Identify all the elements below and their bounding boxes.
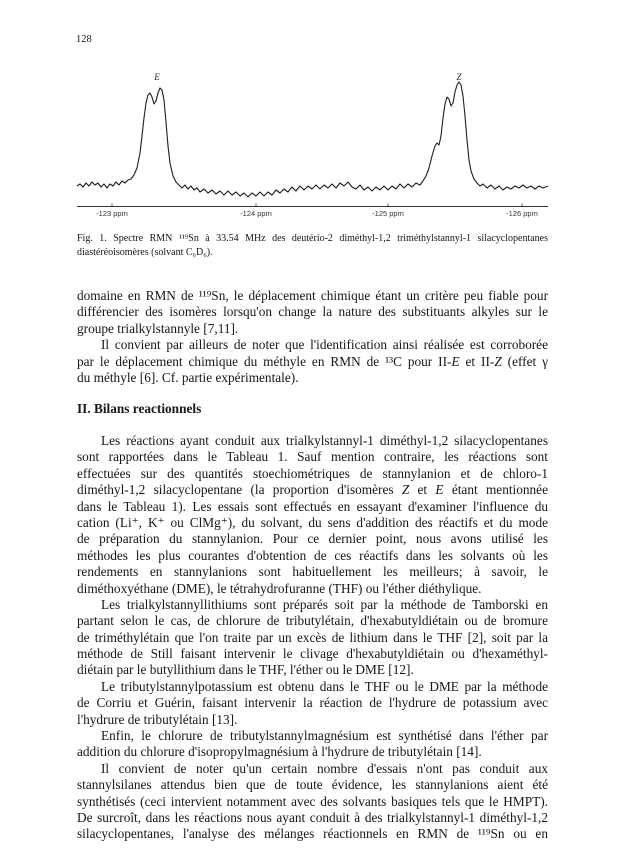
text-line: du méthyle [6]. Cf. partie expérimentale). [77, 369, 299, 385]
tick-label: -124 ppm [240, 209, 272, 218]
figure-caption [77, 232, 548, 260]
text-line: synthétisés (ceci intervient notamment avec des solvants basiques tels que le HMPT). [77, 793, 548, 809]
text-line: de préparation du stannylanion. Pour ce dernier point, nous avons utilisé les [77, 531, 548, 547]
text-line: Il convient par ailleurs de noter que l'identification ainsi réalisée est corroborée [101, 337, 548, 353]
text-line: effectuées sur des quantités stoechiométriques de stannylanion et de chloro-1 [77, 465, 548, 481]
text-line: l'hydrure de tributylétain [13]. [77, 711, 238, 727]
text-line: stannylsilanes attendus bien que de toute évidence, les stannylanions aient été [77, 777, 548, 793]
tick-label: -126 ppm [506, 209, 538, 218]
isomer-symbol: E [435, 482, 444, 498]
page-number: 128 [76, 34, 92, 45]
peak-label-z: Z [456, 72, 462, 82]
text-line: Les trialkylstannyllithiums sont préparés soit par la méthode de Tamborski en [101, 596, 548, 612]
text-segment: étant mentionnée [443, 482, 548, 498]
text-segment: par le déplacement chimique du méthyle en RMN de ¹³C pour II- [77, 353, 452, 369]
text-line [77, 482, 548, 498]
text-line: Enfin, le chlorure de tributylstannylmagnésium est synthétisé dans l'éther par [101, 728, 548, 744]
nmr-spectrum-figure [0, 60, 624, 225]
text-line: domaine en RMN de ¹¹⁹Sn, le déplacement chimique étant un critère peu fiable pour [77, 288, 548, 303]
text-line: diétain par le butyllithium dans le THF, l'éther ou le DME [12]. [77, 662, 414, 678]
text-line: méthodes les plus courantes d'obtention de ces réactifs dans les solvants où les [77, 547, 548, 563]
text-line: dans le Tableau 1). Les essais sont effectués en essayant d'examiner l'influence du [77, 498, 548, 514]
text-line: cation (Li⁺, K⁺ ou ClMg⁺), du solvant, du sens d'addition des réactifs et du mode [77, 514, 548, 530]
section-2-paragraphs [77, 433, 548, 843]
text-segment: (effet γ [501, 353, 548, 369]
text-line: diméthoxyéthane (DME), le tétrahydrofuranne (THF) ou l'éther diéthylique. [77, 580, 482, 596]
text-line [77, 354, 548, 370]
isomer-symbol: Z [401, 482, 410, 498]
text-line: groupe trialkylstannyle [7,11]. [77, 320, 239, 336]
text-line: de Corriu et Guérin, faisant intervenir la réaction de l'hydrure de potassium avec [77, 695, 548, 711]
tick-label: -125 ppm [372, 209, 404, 218]
text-line: rendements en stannylanions sont habituellement les meilleurs; à savoir, le [77, 564, 548, 580]
tick-label: -123 ppm [96, 209, 128, 218]
text-segment: et II- [459, 353, 495, 369]
text-line: Il convient de noter qu'un certain nombre d'essais n'ont pas conduit aux [101, 760, 548, 776]
text-line: méthode de Still faisant intervenir le clivage d'hexabutyldiétain ou d'hexaméthyl- [77, 646, 548, 662]
spectrum-trace [77, 82, 548, 197]
peak-label-e: E [154, 72, 160, 82]
text-segment: diméthyl-1,2 silacyclopentane (la proportion d'isomères [77, 482, 402, 498]
text-line: Les réactions ayant conduit aux trialkylstannyl-1 diméthyl-1,2 silacyclopentanes [101, 433, 548, 448]
section-heading: II. Bilans reactionnels [77, 401, 202, 416]
text-line: de triméthylétain que l'on traite par un excès de lithium dans le THF [2], soit par la [77, 629, 548, 645]
isomer-symbol: E [451, 353, 460, 369]
intro-paragraphs [77, 288, 548, 386]
text-line: partant selon le cas, de chlorure de tributylétain, d'hexabutyldiétain ou de bromure [77, 613, 548, 629]
text-line: Le tributylstannylpotassium est obtenu dans le THF ou le DME par la méthode [101, 678, 548, 694]
caption-line: diastéréoisomères (solvant C₆D₆). [77, 247, 213, 258]
caption-line: Fig. 1. Spectre RMN ¹¹⁹Sn à 33.54 MHz des deutério-2 diméthyl-1,2 triméthylstannyl-1 silacyclopentanes [77, 233, 548, 244]
text-line: différencier des isomères lorsqu'on change la nature des substituants alkyles sur le [77, 304, 548, 320]
text-line: De surcroît, dans les réactions nous ayant conduit à des trialkylstannyl-1 diméthyl-1,2 [77, 809, 548, 825]
text-segment: et [409, 482, 436, 498]
text-line: silacyclopentanes, l'analyse des mélanges réactionnels en RMN de ¹¹⁹Sn ou en [77, 826, 548, 842]
isomer-symbol: Z [494, 353, 502, 369]
text-line: addition du chlorure d'isopropylmagnésium à l'hydrure de tributylétain [14]. [77, 744, 482, 760]
text-line: sont rapportées dans le Tableau 1. Sauf mention contraire, les réactions sont [77, 449, 548, 465]
